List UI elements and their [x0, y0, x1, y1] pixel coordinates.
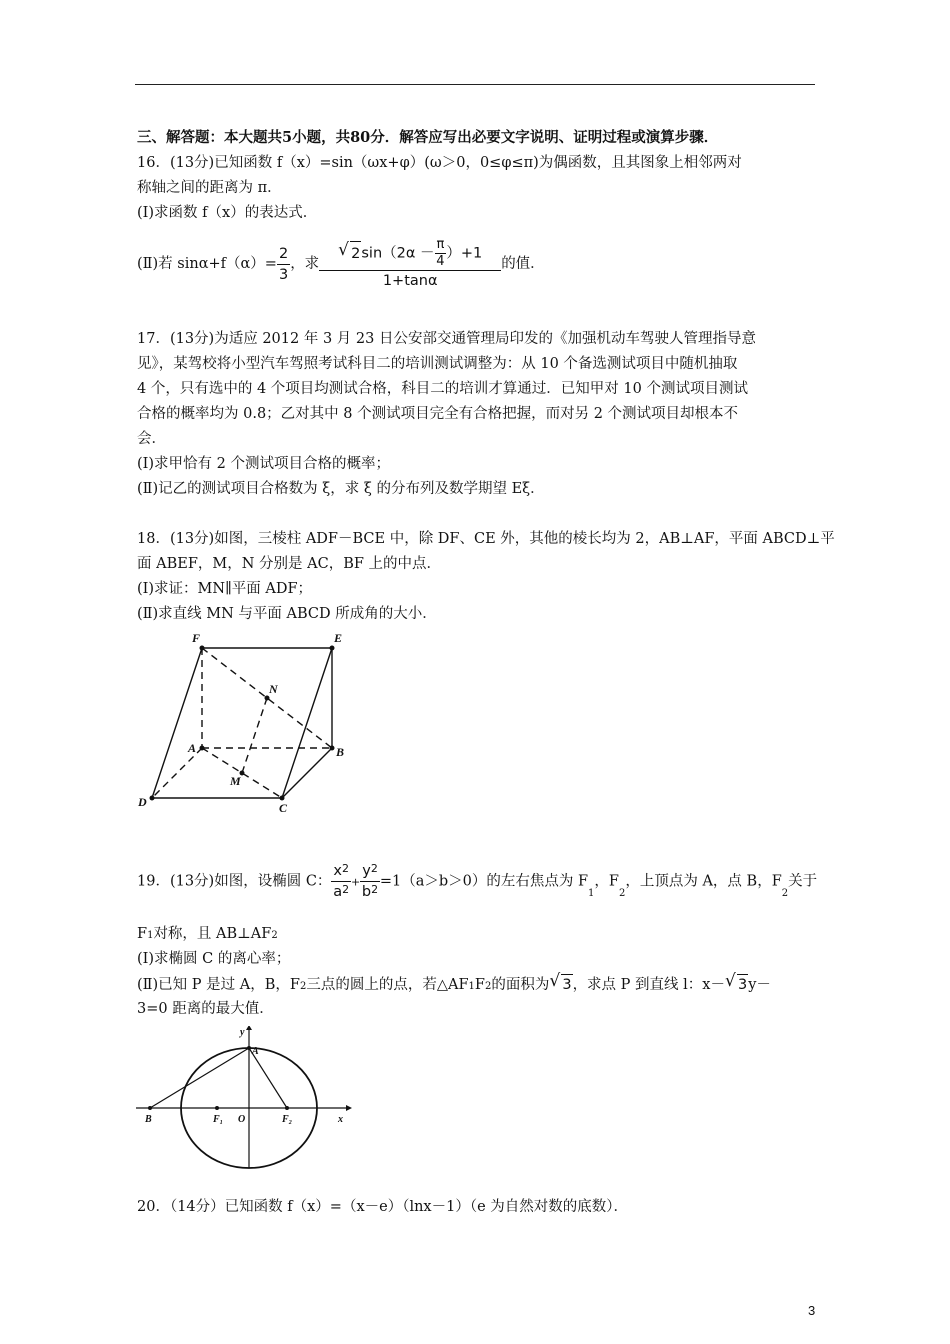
sqrt-3-b: √ 3 — [725, 974, 748, 995]
label-y: y — [240, 1027, 245, 1038]
label-M: M — [230, 774, 241, 788]
expression-fraction: √ 2sin（2α － $\frac{\pi}{4}$ ）+1 1+tanα — [319, 237, 501, 291]
q17-line5: 会． — [137, 431, 166, 447]
q19-part1: (Ⅰ)求椭圆 C 的离心率； — [137, 951, 291, 967]
edge-FD — [152, 648, 202, 798]
q16-line1: 16．(13分)已知函数 f（x）=sin（ωx+φ）(ω＞0，0≤φ≤π)为偶函数，且其图象上相邻两对 — [137, 155, 742, 171]
q16-part1: (Ⅰ)求函数 f（x）的表达式． — [137, 205, 318, 221]
q19-line-last: 3=0 距离的最大值． — [137, 1001, 274, 1017]
label-N: N — [269, 682, 278, 696]
y-axis-arrow-icon — [246, 1026, 252, 1030]
q17-line4: 合格的概率均为 0.8；乙对其中 8 个测试项目完全有合格把握，而对另 2 个测试项目却根本不 — [137, 406, 739, 422]
label-C: C — [279, 801, 288, 815]
q18-part2: (Ⅱ)求直线 MN 与平面 ABCD 所成角的大小． — [137, 606, 437, 622]
section-header: 三、解答题：本大题共5小题，共80分．解答应写出必要文字说明、证明过程或演算步骤． — [137, 129, 719, 146]
q17-part2: (Ⅱ)记乙的测试项目合格数为 ξ，求 ξ 的分布列及数学期望 Eξ． — [137, 481, 545, 497]
q19-line2: F1对称，且 AB⊥AF2 — [137, 926, 278, 942]
edge-BC — [282, 748, 332, 798]
x-axis-arrow-icon — [346, 1105, 352, 1111]
q17-line3: 4 个，只有选中的 4 个项目均测试合格，科目二的培训才算通过．已知甲对 10 个测试项目测试 — [137, 381, 748, 397]
fraction-y2-b2: $\frac{y^2}{b^2}$ — [361, 862, 379, 900]
label-A: A — [188, 741, 197, 755]
q19-part2: (Ⅱ)已知 P 是过 A，B，F2三点的圆上的点，若△AF1F2的面积为√ 3，求点 P 到直线 l：x－√ 3y－ — [137, 974, 771, 995]
fraction-two-thirds: $\frac{2}{3}$ — [278, 245, 289, 283]
label-D: D — [138, 795, 147, 809]
prism-figure — [130, 628, 360, 818]
label-A2: A — [252, 1046, 259, 1057]
sqrt-3: √ 3 — [549, 974, 572, 995]
header-rule — [135, 84, 815, 85]
label-F1: F₁ — [213, 1114, 224, 1125]
q19-line1: 19．(13分)如图，设椭圆 C： $\frac{x^2}{a^2}$ + $\frac{y^2}{b^2}$ =1（a＞b＞0）的左右焦点为 F1，F2，上顶点为 A，点 B，F2关于 — [137, 862, 818, 900]
edge-EC — [282, 648, 332, 798]
q18-part1: (Ⅰ)求证：MN∥平面 ADF； — [137, 581, 313, 597]
q16-line2: 称轴之间的距离为 π． — [137, 180, 282, 196]
label-F: F — [192, 631, 201, 645]
segment-MN — [242, 698, 267, 773]
ellipse-figure — [130, 1026, 360, 1172]
label-B2: B — [145, 1114, 152, 1125]
q18-line2: 面 ABEF，M，N 分别是 AC，BF 上的中点． — [137, 556, 442, 572]
label-B: B — [336, 745, 345, 759]
label-x: x — [338, 1114, 343, 1125]
segment-BA — [150, 1048, 249, 1108]
edge-AD — [152, 748, 202, 798]
sqrt-2: √ 2 — [338, 241, 361, 266]
fraction-pi-over-4: $\frac{\pi}{4}$ — [436, 237, 445, 269]
q17-line1: 17．(13分)为适应 2012 年 3 月 23 日公安部交通管理局印发的《加强机动车驾驶人管理指导意 — [137, 331, 756, 347]
page-number: 3 — [808, 1303, 816, 1318]
q18-line1: 18．(13分)如图，三棱柱 ADF－BCE 中，除 DF、CE 外，其他的棱长均为 2，AB⊥AF，平面 ABCD⊥平 — [137, 531, 835, 547]
fraction-x2-a2: $\frac{x^2}{a^2}$ — [333, 862, 350, 900]
segment-AF2 — [249, 1048, 287, 1108]
q20-line1: 20．（14分）已知函数 f（x）=（x－e）（lnx－1）（e 为自然对数的底数）． — [137, 1199, 629, 1215]
q17-part1: (Ⅰ)求甲恰有 2 个测试项目合格的概率； — [137, 456, 390, 472]
label-O: O — [238, 1114, 246, 1125]
q17-line2: 见》，某驾校将小型汽车驾照考试科目二的培训测试调整为：从 10 个备选测试项目中随机抽取 — [137, 356, 738, 372]
label-E: E — [334, 631, 343, 645]
label-F2: F₂ — [282, 1114, 293, 1125]
q16-part2: (Ⅱ)若 sinα+f（α）= $\frac{2}{3}$ ，求 √ 2sin（2α － $\frac{\pi}{4}$ ）+1 1+tanα 的值． — [137, 237, 545, 291]
